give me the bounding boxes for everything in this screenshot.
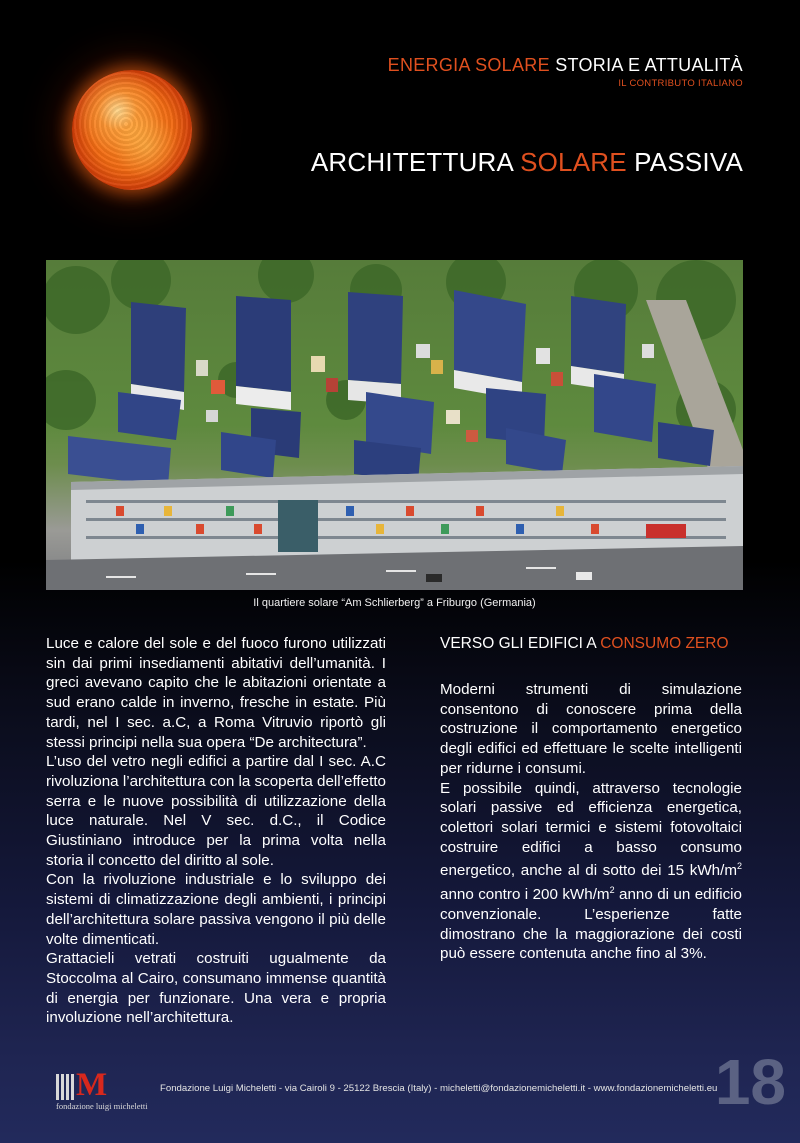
right-paragraph-2-a: E possibile quindi, attraverso tecnologie solari passive ed efficienza energetica, colettori solari termici e sistemi fotovoltaici costruire edifici a basso consumo energetico, anche al di sotto dei 15 kWh/m [440, 779, 742, 880]
photo-caption: Il quartiere solare “Am Schlierberg” a Friburgo (Germania) [253, 597, 536, 609]
logo-bars-icon [56, 1074, 74, 1100]
left-paragraph-1: Luce e calore del sole e del fuoco furono utilizzati sin dai primi insediamenti abitativi dell’umanità. I greci avevano capito che le abitazioni orientate a sud erano calde in inverno, fresche in estate. Più tardi, nel I sec. a.C, a Roma Vitruvio riportò gli stessi principi nella sua opera “De architectura”. [46, 635, 386, 751]
superscript-2: 2 [609, 885, 615, 896]
right-paragraph-2-b: anno contro i 200 kWh/m [440, 886, 610, 904]
page-title [311, 147, 743, 178]
series-title-rest: STORIA E ATTUALITÀ [549, 55, 743, 75]
left-paragraph-3: Con la rivoluzione industriale e lo sviluppo dei sistemi di climatizzazione degli ambienti, i principi dell’architettura solare passiva vengono il più delle volte dimenticati. [46, 871, 386, 948]
page-title-part2: PASSIVA [626, 147, 743, 177]
logo-letter: M [76, 1067, 107, 1103]
right-paragraph-1: Moderni strumenti di simulazione consentono di conoscere prima della costruzione il comportamento energetico degli edifici ed effettuare le scelte intelligenti per ridurne i consumi. [440, 681, 742, 777]
sun-image [72, 70, 192, 190]
series-subtitle: IL CONTRIBUTO ITALIANO [618, 78, 743, 89]
right-column-text [440, 680, 742, 964]
series-title [388, 55, 743, 76]
right-heading-accent: CONSUMO ZERO [600, 635, 729, 652]
logo-text: fondazione luigi micheletti [56, 1101, 148, 1111]
right-paragraph-2-c: anno di un edificio convenzionale. L’esperienze fatte dimostrano che la maggiorazione dei costi può essere contenuta anche fino al 3%. [440, 886, 742, 963]
right-column-heading [440, 635, 729, 653]
aerial-photo-solar-district [46, 260, 743, 590]
footer-address: Fondazione Luigi Micheletti - via Cairoli 9 - 25122 Brescia (Italy) - micheletti@fondazionemicheletti.it - www.fondazionemicheletti.eu [160, 1083, 718, 1094]
page-title-part1: ARCHITETTURA [310, 147, 521, 177]
foundation-logo [56, 1067, 148, 1111]
left-paragraph-2: L’uso del vetro negli edifici a partire dal I sec. A.C rivoluziona l’architettura con la scoperta dell’effetto serra e le nuove possibilità di utilizzazione della luce naturale. Nel V sec. d.C., il Codice Giustiniano introduce per la prima volta nella storia il concetto del diritto al sole. [46, 753, 386, 869]
right-paragraph-2 [440, 779, 742, 964]
page-number: 18 [714, 1046, 786, 1118]
series-title-accent: ENERGIA SOLARE [387, 55, 550, 75]
left-paragraph-4: Grattacieli vetrati costruiti ugualmente da Stoccolma al Cairo, consumano immense quantità di energia per funzionare. Una vera e propria involuzione nell’architettura. [46, 950, 386, 1027]
right-heading-part1: VERSO GLI EDIFICI A [440, 635, 601, 652]
left-column-text [46, 634, 386, 1028]
page-title-accent: SOLARE [520, 147, 627, 177]
superscript-2: 2 [736, 861, 742, 872]
